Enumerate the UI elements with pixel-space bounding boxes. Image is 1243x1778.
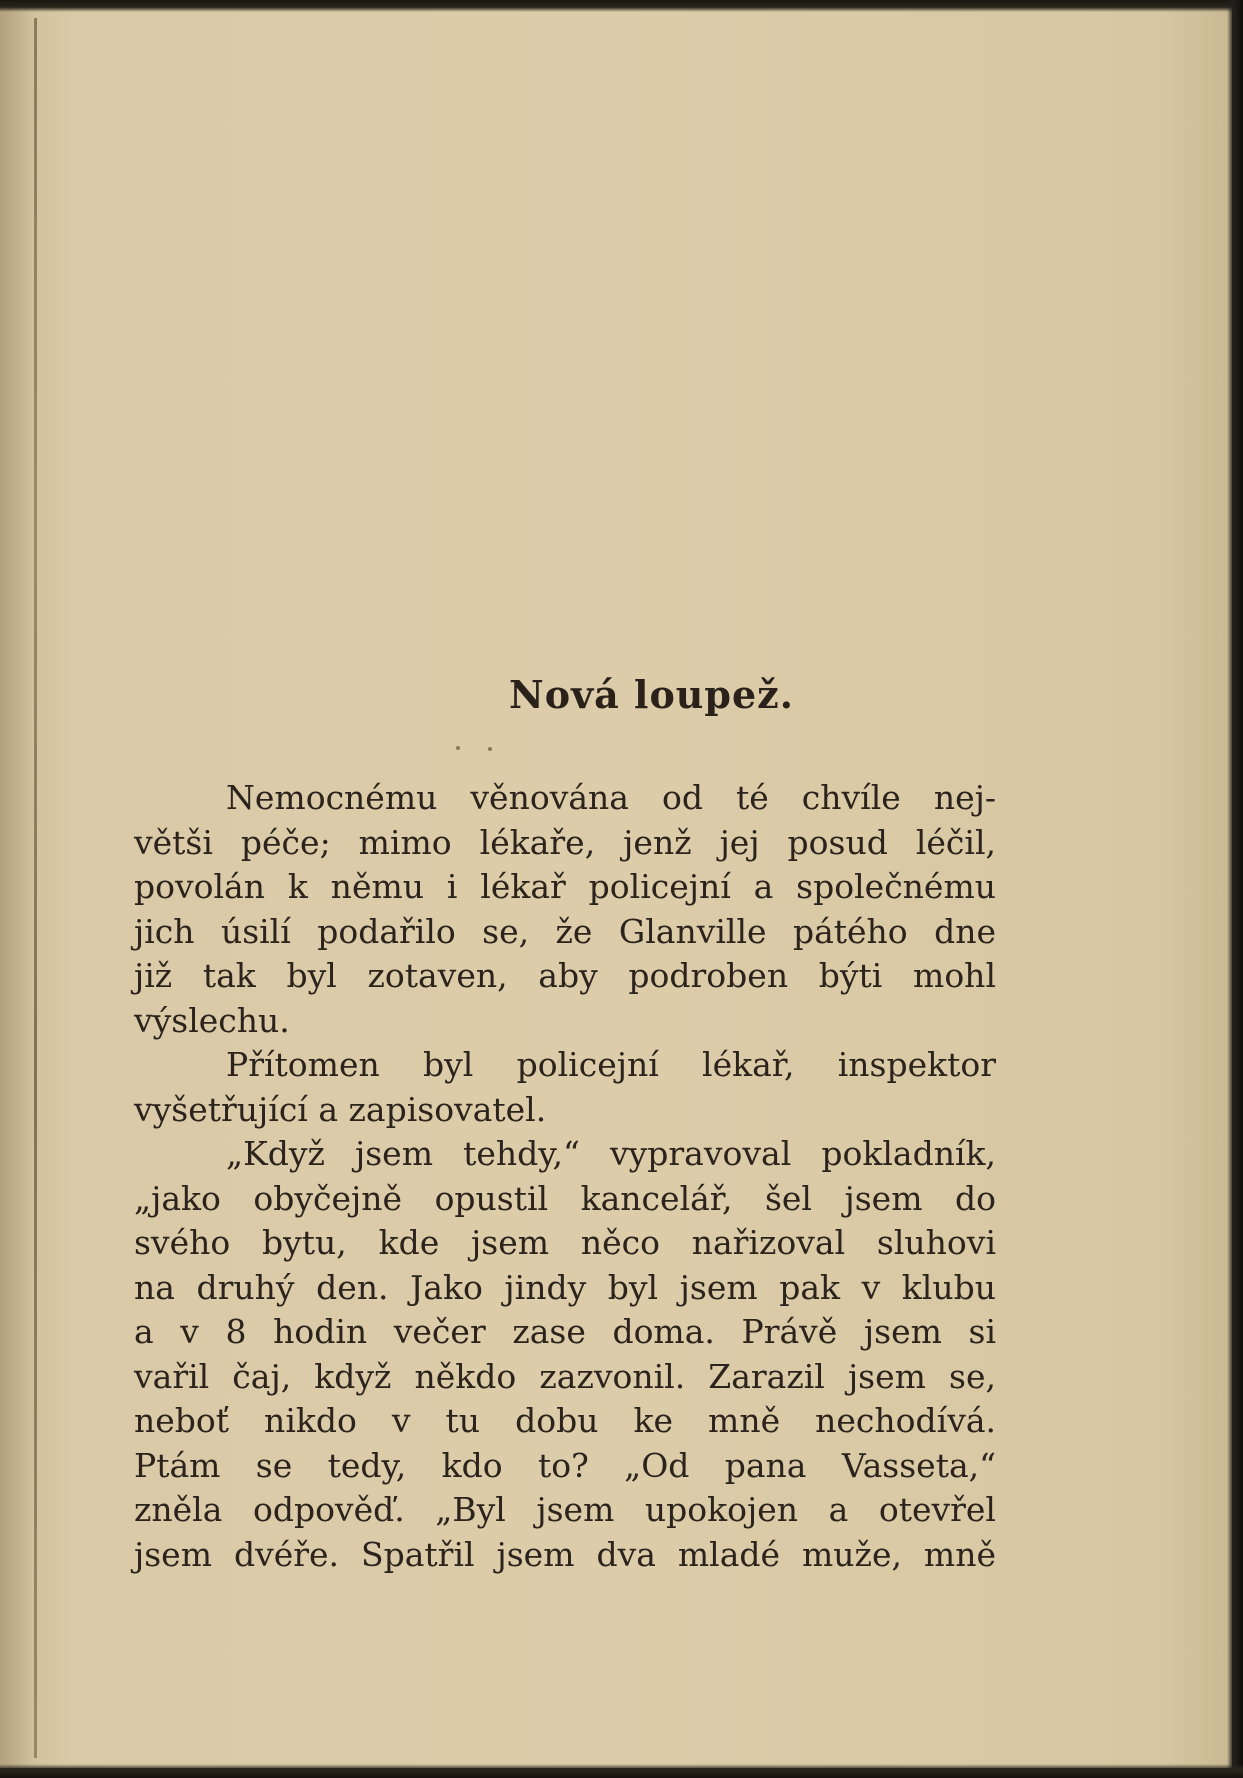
text-line: „jako obyčejně opustil kancelář, šel jsem do (134, 1178, 996, 1218)
text-line: vařil čaj, když někdo zazvonil. Zarazil jsem se, (134, 1356, 996, 1396)
scan-top-edge (0, 0, 1243, 12)
print-specks (456, 746, 496, 754)
scan-right-edge (1227, 0, 1243, 1778)
spine-fold-line (34, 18, 37, 1758)
text-line: větši péče; mimo lékaře, jenž jej posud léčil, (134, 822, 996, 862)
text-line: svého bytu, kde jsem něco nařizoval sluhovi (134, 1223, 996, 1262)
text-line: Přítomen byl policejní lékař, inspektor (226, 1045, 996, 1084)
text-line: a v 8 hodin večer zase doma. Právě jsem si (134, 1312, 996, 1351)
chapter-title: Nová loupež. (509, 672, 794, 717)
spine-shadow (0, 0, 34, 1768)
text-line: „Když jsem tehdy,“ vypravoval pokladník, (226, 1134, 996, 1173)
text-line: neboť nikdo v tu dobu ke mně nechodívá. (134, 1401, 996, 1440)
text-line: povolán k němu i lékař policejní a společnému (134, 867, 996, 906)
text-line: jsem dvéře. Spatřil jsem dva mladé muže, mně (134, 1534, 996, 1574)
text-line: výslechu. (134, 1000, 290, 1040)
text-line: Nemocnému věnována od té chvíle nej- (226, 778, 996, 817)
text-line: Ptám se tedy, kdo to? „Od pana Vasseta,“ (134, 1445, 996, 1485)
text-line: jich úsilí podařilo se, že Glanville pátého dne (134, 911, 996, 951)
body-text (134, 776, 996, 1577)
text-line: již tak byl zotaven, aby podroben býti mohl (134, 956, 996, 995)
text-line: vyšetřující a zapisovatel. (134, 1089, 547, 1129)
text-line: zněla odpověď. „Byl jsem upokojen a otevřel (134, 1490, 996, 1529)
text-line: na druhý den. Jako jindy byl jsem pak v klubu (134, 1267, 996, 1307)
scan-bottom-edge (0, 1764, 1243, 1778)
